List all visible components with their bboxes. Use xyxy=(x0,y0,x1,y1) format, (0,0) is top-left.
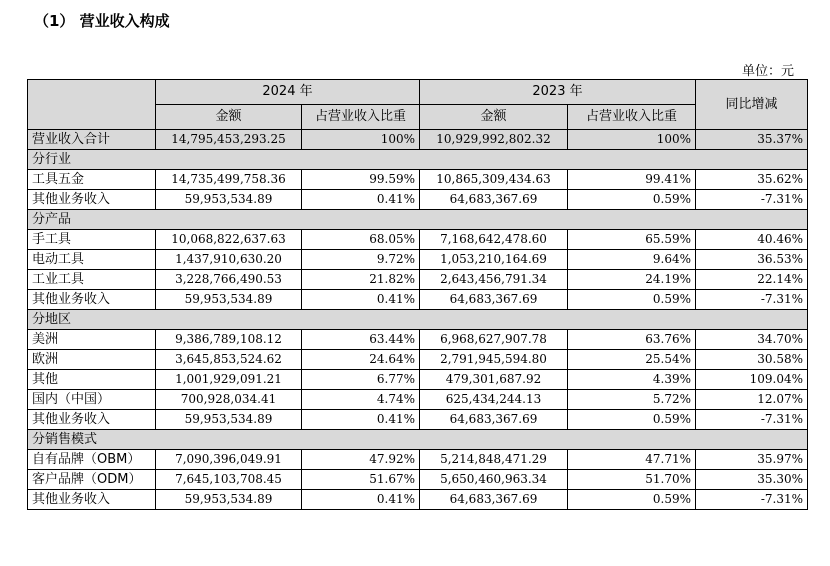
table-row xyxy=(28,370,808,390)
cell-amount-2024: 10,068,822,637.63 xyxy=(156,230,302,250)
cell-amount-2023: 479,301,687.92 xyxy=(420,370,568,390)
cell-ratio-2024: 63.44% xyxy=(302,330,420,350)
cell-ratio-2023: 63.76% xyxy=(568,330,696,350)
section-name: 分产品 xyxy=(28,210,808,230)
cell-yoy: 109.04% xyxy=(696,370,808,390)
cell-amount-2024: 9,386,789,108.12 xyxy=(156,330,302,350)
total-label: 营业收入合计 xyxy=(28,130,156,150)
cell-amount-2023: 7,168,642,478.60 xyxy=(420,230,568,250)
table-row xyxy=(28,190,808,210)
table-row xyxy=(28,330,808,350)
cell-amount-2024: 14,735,499,758.36 xyxy=(156,170,302,190)
header-amount-2023: 金额 xyxy=(420,105,568,130)
total-ratio-2023: 100% xyxy=(568,130,696,150)
section-header-row xyxy=(28,430,808,450)
cell-label: 国内（中国） xyxy=(28,390,156,410)
cell-amount-2023: 64,683,367.69 xyxy=(420,490,568,510)
cell-yoy: -7.31% xyxy=(696,410,808,430)
total-amount-2024: 14,795,453,293.25 xyxy=(156,130,302,150)
section-title: （1） 营业收入构成 xyxy=(34,12,170,30)
cell-ratio-2023: 5.72% xyxy=(568,390,696,410)
cell-ratio-2023: 24.19% xyxy=(568,270,696,290)
cell-ratio-2023: 0.59% xyxy=(568,410,696,430)
cell-ratio-2023: 4.39% xyxy=(568,370,696,390)
cell-yoy: -7.31% xyxy=(696,290,808,310)
cell-yoy: -7.31% xyxy=(696,490,808,510)
section-header-row xyxy=(28,150,808,170)
table-row xyxy=(28,290,808,310)
total-amount-2023: 10,929,992,802.32 xyxy=(420,130,568,150)
cell-amount-2023: 64,683,367.69 xyxy=(420,290,568,310)
cell-amount-2024: 7,090,396,049.91 xyxy=(156,450,302,470)
cell-ratio-2023: 0.59% xyxy=(568,190,696,210)
cell-yoy: 34.70% xyxy=(696,330,808,350)
table-row xyxy=(28,390,808,410)
cell-amount-2024: 700,928,034.41 xyxy=(156,390,302,410)
cell-amount-2023: 2,643,456,791.34 xyxy=(420,270,568,290)
cell-amount-2023: 6,968,627,907.78 xyxy=(420,330,568,350)
cell-ratio-2024: 0.41% xyxy=(302,410,420,430)
cell-amount-2024: 3,228,766,490.53 xyxy=(156,270,302,290)
section-header-row xyxy=(28,310,808,330)
cell-amount-2024: 59,953,534.89 xyxy=(156,490,302,510)
table-row xyxy=(28,350,808,370)
cell-label: 其他业务收入 xyxy=(28,410,156,430)
cell-ratio-2024: 51.67% xyxy=(302,470,420,490)
cell-ratio-2024: 24.64% xyxy=(302,350,420,370)
table-row xyxy=(28,490,808,510)
cell-yoy: 35.62% xyxy=(696,170,808,190)
section-name: 分销售模式 xyxy=(28,430,808,450)
cell-label: 客户品牌（ODM） xyxy=(28,470,156,490)
cell-label: 欧洲 xyxy=(28,350,156,370)
cell-ratio-2023: 65.59% xyxy=(568,230,696,250)
cell-ratio-2023: 25.54% xyxy=(568,350,696,370)
cell-ratio-2023: 0.59% xyxy=(568,290,696,310)
cell-label: 电动工具 xyxy=(28,250,156,270)
cell-amount-2024: 1,437,910,630.20 xyxy=(156,250,302,270)
header-ratio-2024: 占营业收入比重 xyxy=(302,105,420,130)
cell-amount-2024: 1,001,929,091.21 xyxy=(156,370,302,390)
cell-amount-2023: 1,053,210,164.69 xyxy=(420,250,568,270)
table-row xyxy=(28,270,808,290)
table-row xyxy=(28,410,808,430)
cell-ratio-2024: 0.41% xyxy=(302,290,420,310)
cell-label: 其他业务收入 xyxy=(28,190,156,210)
table-row xyxy=(28,250,808,270)
cell-ratio-2024: 0.41% xyxy=(302,490,420,510)
cell-label: 其他业务收入 xyxy=(28,490,156,510)
total-row xyxy=(28,130,808,150)
header-ratio-2023: 占营业收入比重 xyxy=(568,105,696,130)
header-year-2023: 2023 年 xyxy=(420,80,696,105)
cell-ratio-2024: 4.74% xyxy=(302,390,420,410)
cell-amount-2024: 3,645,853,524.62 xyxy=(156,350,302,370)
cell-amount-2024: 59,953,534.89 xyxy=(156,290,302,310)
table-row xyxy=(28,170,808,190)
cell-ratio-2024: 21.82% xyxy=(302,270,420,290)
cell-ratio-2024: 6.77% xyxy=(302,370,420,390)
cell-yoy: 40.46% xyxy=(696,230,808,250)
header-year-2024: 2024 年 xyxy=(156,80,420,105)
cell-yoy: 35.97% xyxy=(696,450,808,470)
cell-ratio-2023: 47.71% xyxy=(568,450,696,470)
cell-ratio-2024: 9.72% xyxy=(302,250,420,270)
table-row xyxy=(28,450,808,470)
table-row xyxy=(28,230,808,250)
cell-amount-2024: 59,953,534.89 xyxy=(156,410,302,430)
cell-label: 工业工具 xyxy=(28,270,156,290)
cell-ratio-2023: 9.64% xyxy=(568,250,696,270)
total-ratio-2024: 100% xyxy=(302,130,420,150)
revenue-composition-table xyxy=(27,79,808,510)
cell-amount-2023: 64,683,367.69 xyxy=(420,190,568,210)
section-header-row xyxy=(28,210,808,230)
cell-yoy: 12.07% xyxy=(696,390,808,410)
cell-amount-2023: 625,434,244.13 xyxy=(420,390,568,410)
cell-label: 工具五金 xyxy=(28,170,156,190)
cell-amount-2023: 64,683,367.69 xyxy=(420,410,568,430)
section-name: 分行业 xyxy=(28,150,808,170)
cell-ratio-2024: 0.41% xyxy=(302,190,420,210)
header-yoy: 同比增减 xyxy=(696,80,808,130)
cell-label: 美洲 xyxy=(28,330,156,350)
cell-ratio-2023: 0.59% xyxy=(568,490,696,510)
cell-amount-2024: 59,953,534.89 xyxy=(156,190,302,210)
cell-yoy: 30.58% xyxy=(696,350,808,370)
table-row xyxy=(28,470,808,490)
cell-label: 手工具 xyxy=(28,230,156,250)
unit-label: 单位：元 xyxy=(741,64,794,79)
cell-yoy: 22.14% xyxy=(696,270,808,290)
section-name: 分地区 xyxy=(28,310,808,330)
cell-amount-2023: 10,865,309,434.63 xyxy=(420,170,568,190)
cell-ratio-2023: 99.41% xyxy=(568,170,696,190)
cell-ratio-2024: 68.05% xyxy=(302,230,420,250)
cell-yoy: 35.30% xyxy=(696,470,808,490)
header-amount-2024: 金额 xyxy=(156,105,302,130)
cell-label: 其他业务收入 xyxy=(28,290,156,310)
cell-yoy: -7.31% xyxy=(696,190,808,210)
cell-yoy: 36.53% xyxy=(696,250,808,270)
total-yoy: 35.37% xyxy=(696,130,808,150)
header-blank xyxy=(28,80,156,130)
cell-amount-2023: 2,791,945,594.80 xyxy=(420,350,568,370)
cell-label: 自有品牌（OBM） xyxy=(28,450,156,470)
cell-amount-2024: 7,645,103,708.45 xyxy=(156,470,302,490)
cell-ratio-2024: 99.59% xyxy=(302,170,420,190)
cell-ratio-2024: 47.92% xyxy=(302,450,420,470)
cell-label: 其他 xyxy=(28,370,156,390)
cell-amount-2023: 5,650,460,963.34 xyxy=(420,470,568,490)
cell-ratio-2023: 51.70% xyxy=(568,470,696,490)
cell-amount-2023: 5,214,848,471.29 xyxy=(420,450,568,470)
